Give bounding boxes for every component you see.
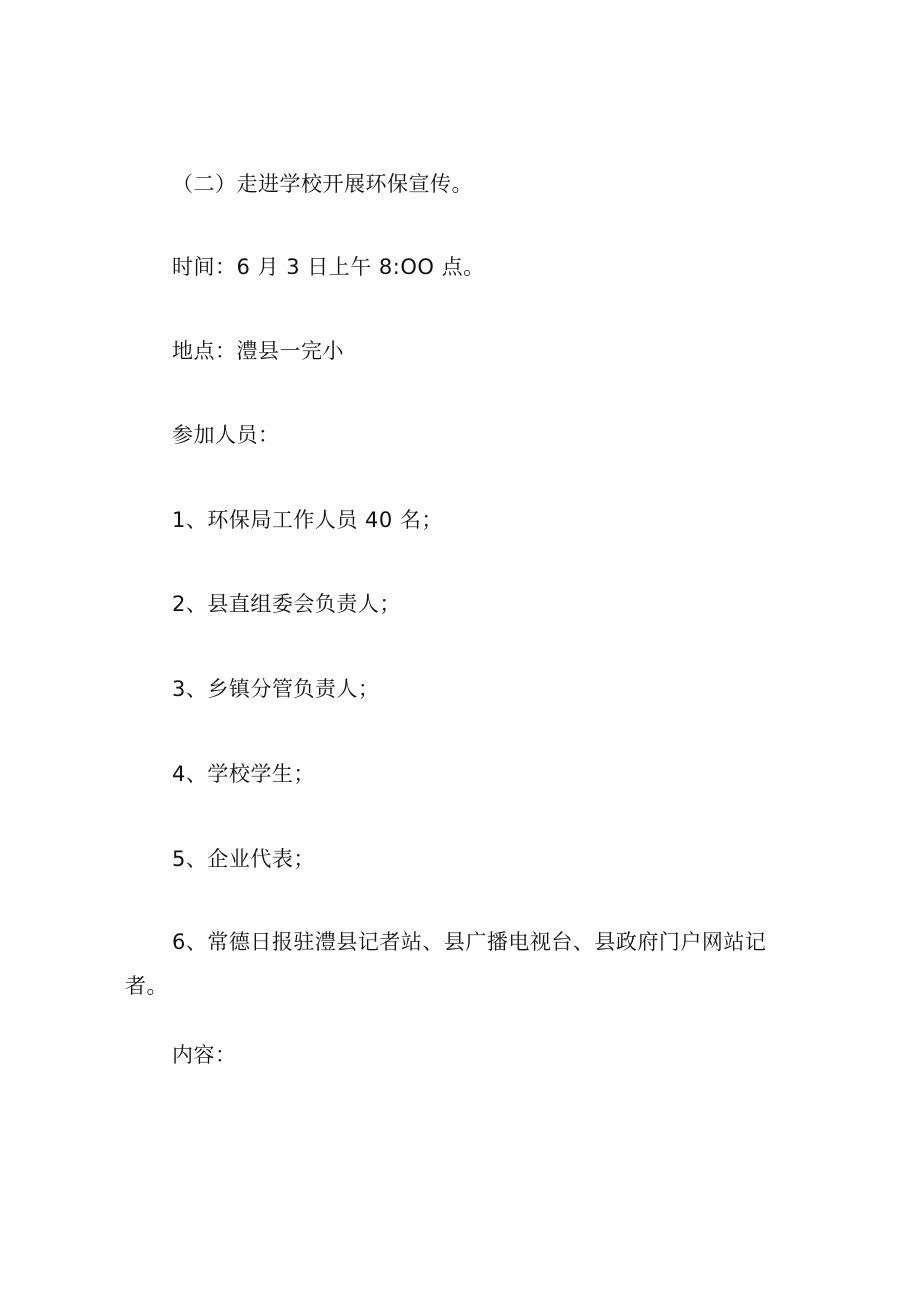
participant-item-1: 1、环保局工作人员 40 名； bbox=[172, 508, 443, 532]
time-line: 时间：6 月 3 日上午 8:OO 点。 bbox=[172, 255, 485, 279]
location-line: 地点：澧县一完小 bbox=[172, 339, 344, 363]
participant-item-6: 6、常德日报驻澧县记者站、县广播电视台、县政府门户网站记者。 bbox=[125, 930, 767, 998]
content-heading: 内容： bbox=[172, 1043, 237, 1067]
section-heading: （二）走进学校开展环保宣传。 bbox=[172, 172, 473, 196]
participant-item-5: 5、企业代表； bbox=[172, 847, 315, 871]
participant-item-4: 4、学校学生； bbox=[172, 762, 315, 786]
participants-heading: 参加人员： bbox=[172, 423, 280, 447]
participant-item-2: 2、县直组委会负责人； bbox=[172, 592, 401, 616]
participant-item-3: 3、乡镇分管负责人； bbox=[172, 677, 380, 701]
